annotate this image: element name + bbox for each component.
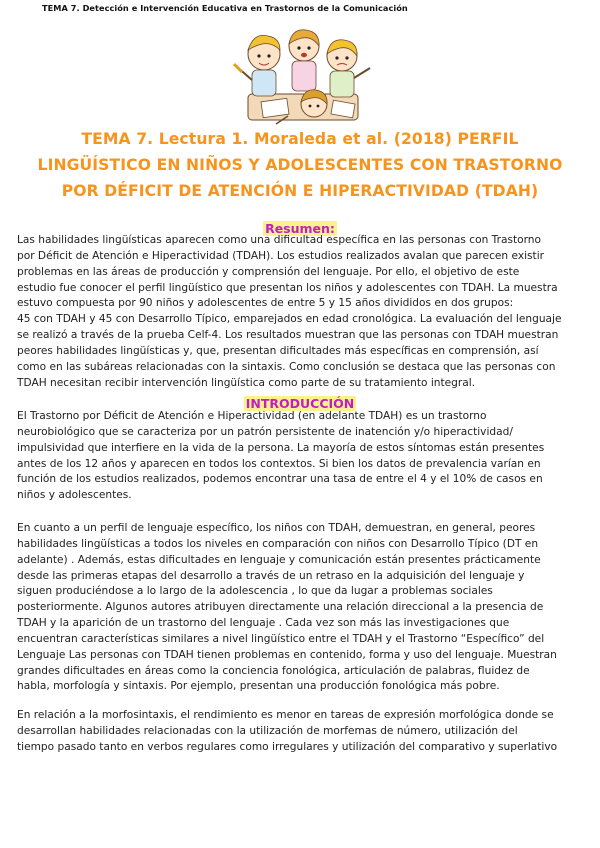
text-line: como en las subáreas relacionadas con la sintaxis. Como conclusión se destaca que las personas con [17,360,556,373]
text-line: Las habilidades lingüísticas aparecen como una dificultad específica en las personas con Trastorno [17,234,541,246]
intro-paragraph-3 [17,708,587,756]
text-line: encuentran características similares a nivel lingüístico entre el TDAH y el Trastorno “Específico” del [17,632,545,645]
title-line: POR DÉFICIT DE ATENCIÓN E HIPERACTIVIDAD (TDAH) [61,182,539,200]
text-line: desde las primeras etapas del desarrollo a través de un retraso en la adquisición del lenguaje y [17,569,525,582]
text-line: adelante) . Además, estas dificultades en lenguaje y comunicación están presentes prácticamente [17,553,541,566]
text-line: El Trastorno por Déficit de Atención e Hiperactividad (en adelante TDAH) es un trastorno [17,410,487,422]
title-line: LINGÜÍSTICO EN NIÑOS Y ADOLESCENTES CON TRASTORNO [37,156,563,174]
intro-paragraph-1 [17,409,587,504]
page-header: TEMA 7. Detección e Intervención Educativa en Trastornos de la Comunicación [42,3,408,13]
text-line: por Déficit de Atención e Hiperactividad (TDAH). Los estudios realizados avalan que parecen existir [17,249,545,262]
text-line: habilidades lingüísticas a todos los niveles en comparación con niños con Desarrollo Típico (DT en [17,537,539,550]
text-line: TDAH y la aparición de un trastorno del lenguaje . Cada vez son más las investigaciones que [17,617,510,630]
introduccion-heading: INTRODUCCIÓN [245,396,355,411]
resumen-heading: Resumen: [265,221,335,236]
text-line: desarrollan habilidades relacionadas con la utilización de morfemas de número, utilización del [17,724,518,737]
text-line: 45 con TDAH y 45 con Desarrollo Típico, emparejados en edad cronológica. La evaluación del lenguaje [17,313,562,326]
text-line: siguen produciéndose a lo largo de la adolescencia , lo que da lugar a problemas sociales [17,585,493,598]
text-line: posteriormente. Algunos autores atribuyen directamente una relación direccional a la presencia de [17,601,544,614]
intro-paragraph-2 [17,521,587,695]
text-line: problemas en las áreas de producción y comprensión del lenguaje. Por ello, el objetivo de este [17,265,520,278]
text-line: En relación a la morfosintaxis, el rendimiento es menor en tareas de expresión morfológica donde se [17,709,554,721]
text-line: antes de los 12 años y aparecen en todos los contextos. Si bien los datos de prevalencia varían en [17,457,541,470]
text-line: niños y adolescentes. [17,489,132,502]
text-line: En cuanto a un perfil de lenguaje específico, los niños con TDAH, demuestran, en general, peores [17,522,536,534]
text-line: estuvo compuesta por 90 niños y adolescentes de entre 5 y 15 años divididos en dos grupos: [17,297,514,310]
text-line: habla, morfología y sintaxis. Por ejemplo, presentan una producción fonológica más pobre. [17,680,500,693]
text-line: Lenguaje Las personas con TDAH tienen problemas en contenido, forma y uso del lenguaje. Muestran [17,648,557,661]
text-line: estudio fue conocer el perfil lingüístico que presentan los niños y adolescentes con TDAH. La muestra [17,281,558,294]
text-line: TDAH necesitan recibir intervención lingüística como parte de su tratamiento integral. [17,376,476,389]
text-line: se realizó a través de la prueba Celf-4. Los resultados muestran que las personas con TDAH muestran [17,329,559,342]
text-line: impulsividad que interfiere en la vida de la persona. La mayoría de estos síntomas están presentes [17,441,545,454]
text-line: tiempo pasado tanto en verbos regulares como irregulares y utilización del comparativo y superlativo [17,740,558,753]
text-line: neurobiológico que se caracteriza por un patrón persistente de inatención y/o hiperactividad/ [17,425,513,438]
document-title [26,126,574,204]
title-line: TEMA 7. Lectura 1. Moraleda et al. (2018) PERFIL [81,130,519,148]
resumen-paragraph [17,233,587,391]
children-illustration [228,20,374,128]
text-line: grandes dificultades en áreas como la conciencia fonológica, articulación de palabras, fluidez de [17,664,530,677]
text-line: función de los estudios realizados, podemos encontrar una tasa de entre el 4 y el 10% de casos en [17,473,543,486]
text-line: peores habilidades lingüísticas y, que, presentan dificultades más específicas en comprensión, así [17,344,539,357]
